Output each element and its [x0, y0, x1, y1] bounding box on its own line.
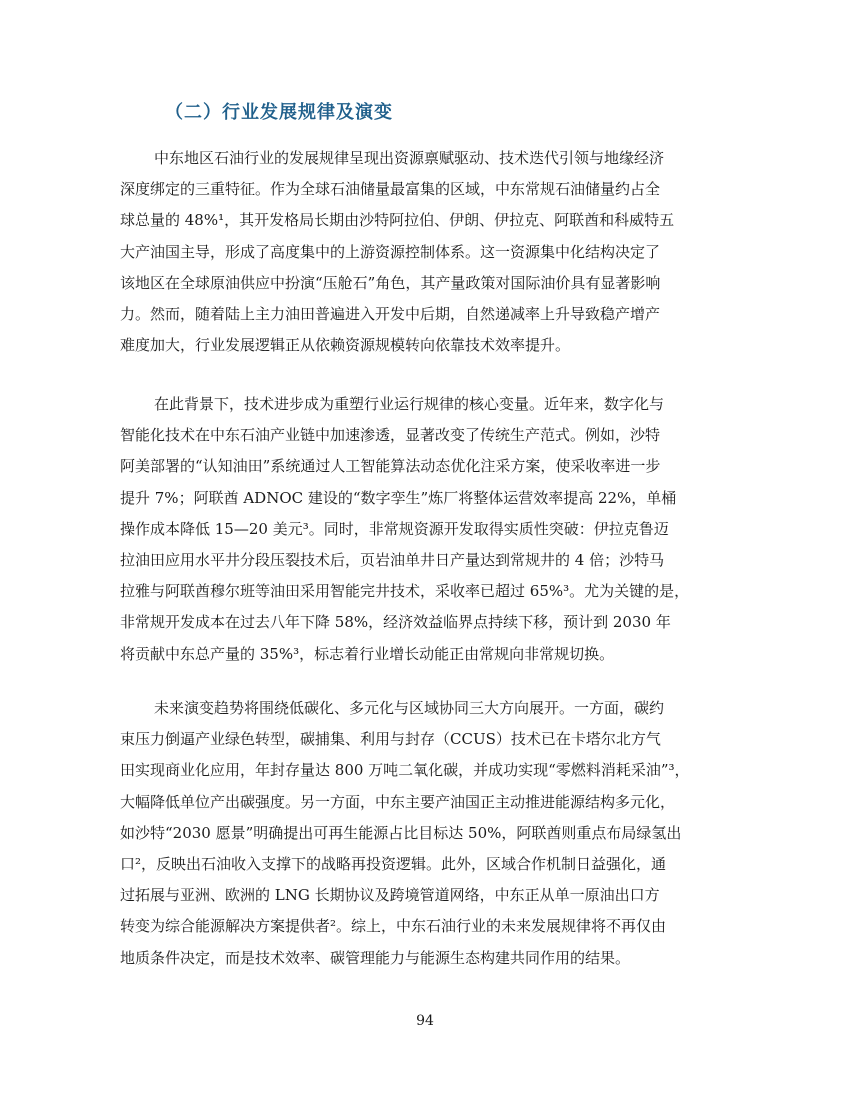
- text-line: 将贡献中东总产量的 35%³，标志着行业增长动能正由常规向非常规切换。: [120, 644, 615, 663]
- text-line: 拉油田应用水平井分段压裂技术后，页岩油单井日产量达到常规井的 4 倍；沙特马: [120, 550, 665, 569]
- paragraph-3: [120, 693, 735, 974]
- text-line: 中东地区石油行业的发展规律呈现出资源禀赋驱动、技术迭代引领与地缘经济: [154, 149, 665, 167]
- paragraph-2: [120, 389, 735, 670]
- text-line: 力。然而，随着陆上主力油田普遍进入开发中后期，自然递减率上升导致稳产增产: [120, 304, 661, 323]
- text-line: 田实现商业化应用，年封存量达 800 万吨二氧化碳，并成功实现“零燃料消耗采油”³，: [120, 761, 690, 780]
- text-line: 该地区在全球原油供应中扮演“压舱石”角色，其产量政策对国际油价具有显著影响: [120, 273, 661, 292]
- section-heading: （二）行业发展规律及演变: [165, 102, 393, 123]
- text-line: 大产油国主导，形成了高度集中的上游资源控制体系。这一资源集中化结构决定了: [120, 242, 661, 261]
- paragraph-1: [120, 143, 735, 361]
- text-line: 如沙特“2030 愿景”明确提出可再生能源占比目标达 50%，阿联酋则重点布局绿氢出: [120, 823, 682, 842]
- text-line: 智能化技术在中东石油产业链中加速渗透，显著改变了传统生产范式。例如，沙特: [120, 426, 661, 445]
- text-line: 口²，反映出石油收入支撑下的战略再投资逻辑。此外，区域合作机制日益强化，通: [120, 854, 667, 873]
- text-line: 未来演变趋势将围绕低碳化、多元化与区域协同三大方向展开。一方面，碳约: [154, 699, 665, 717]
- text-line: 阿美部署的“认知油田”系统通过人工智能算法动态优化注采方案，使采收率进一步: [120, 457, 661, 476]
- text-line: 非常规开发成本在过去八年下降 58%，经济效益临界点持续下移，预计到 2030 年: [120, 613, 671, 632]
- text-line: 过拓展与亚洲、欧洲的 LNG 长期协议及跨境管道网络，中东正从单一原油出口方: [120, 886, 660, 905]
- page-number: 94: [416, 1013, 434, 1029]
- text-line: 转变为综合能源解决方案提供者²。综上，中东石油行业的未来发展规律将不再仅由: [120, 917, 667, 936]
- text-line: 深度绑定的三重特征。作为全球石油储量最富集的区域，中东常规石油储量约占全: [120, 180, 661, 199]
- text-line: 操作成本降低 15—20 美元³。同时，非常规资源开发取得实质性突破：伊拉克鲁迈: [120, 519, 669, 538]
- text-line: 提升 7%；阿联酋 ADNOC 建设的“数字孪生”炼厂将整体运营效率提高 22%，单桶: [120, 488, 677, 507]
- text-line: 束压力倒逼产业绿色转型，碳捕集、利用与封存（CCUS）技术已在卡塔尔北方气: [120, 730, 661, 749]
- text-line: 在此背景下，技术进步成为重塑行业运行规律的核心变量。近年来，数字化与: [154, 395, 665, 413]
- text-line: 球总量的 48%¹，其开发格局长期由沙特阿拉伯、伊朗、伊拉克、阿联酋和科威特五: [120, 211, 675, 230]
- text-line: 拉雅与阿联酋穆尔班等油田采用智能完井技术，采收率已超过 65%³。尤为关键的是，: [120, 582, 690, 601]
- text-line: 地质条件决定，而是技术效率、碳管理能力与能源生态构建共同作用的结果。: [120, 948, 631, 967]
- text-line: 难度加大，行业发展逻辑正从依赖资源规模转向依靠技术效率提升。: [120, 336, 571, 355]
- text-line: 大幅降低单位产出碳强度。另一方面，中东主要产油国正主动推进能源结构多元化，: [120, 792, 676, 811]
